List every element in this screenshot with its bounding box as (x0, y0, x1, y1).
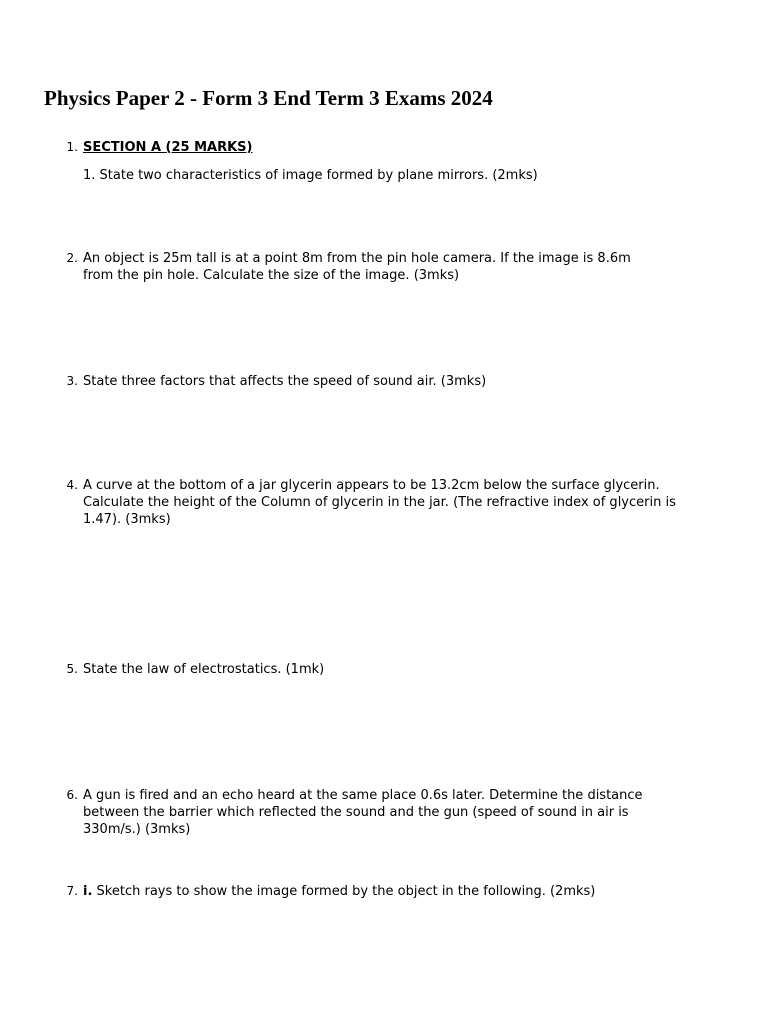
item-number: 6. (66, 788, 78, 802)
item-number: 7. (66, 884, 78, 898)
item-number: 2. (66, 251, 78, 265)
item-number: 4. (66, 478, 78, 492)
question-6-text: A gun is fired and an echo heard at the same place 0.6s later. Determine the distance between the barrier which reflected the sound and the gun (speed of sound in air is 330m/s.) (3mks) (83, 788, 643, 837)
question-4-text: A curve at the bottom of a jar glycerin appears to be 13.2cm below the surface glycerin. Calculate the height of the Column of glycerin in the jar. (The refractive index of glycerin is 1.47). (3mks) (83, 478, 676, 527)
page-title: Physics Paper 2 - Form 3 End Term 3 Exams 2024 (44, 86, 493, 110)
sub-label: i. (83, 884, 93, 899)
question-2-text: An object is 25m tall is at a point 8m from the pin hole camera. If the image is 8.6m from the pin hole. Calculate the size of the image. (3mks) (83, 251, 631, 283)
question-5-text: State the law of electrostatics. (1mk) (83, 662, 325, 677)
question-7-text (83, 883, 703, 900)
item-number: 3. (66, 374, 78, 388)
item-number: 5. (66, 662, 78, 676)
item-number: 1. (66, 140, 78, 154)
question-1-text: 1. State two characteristics of image formed by plane mirrors. (2mks) (83, 168, 538, 183)
section-heading: SECTION A (25 MARKS) (83, 140, 253, 155)
question-7-body: Sketch rays to show the image formed by the object in the following. (2mks) (96, 884, 596, 899)
question-3-text: State three factors that affects the speed of sound air. (3mks) (83, 374, 487, 389)
